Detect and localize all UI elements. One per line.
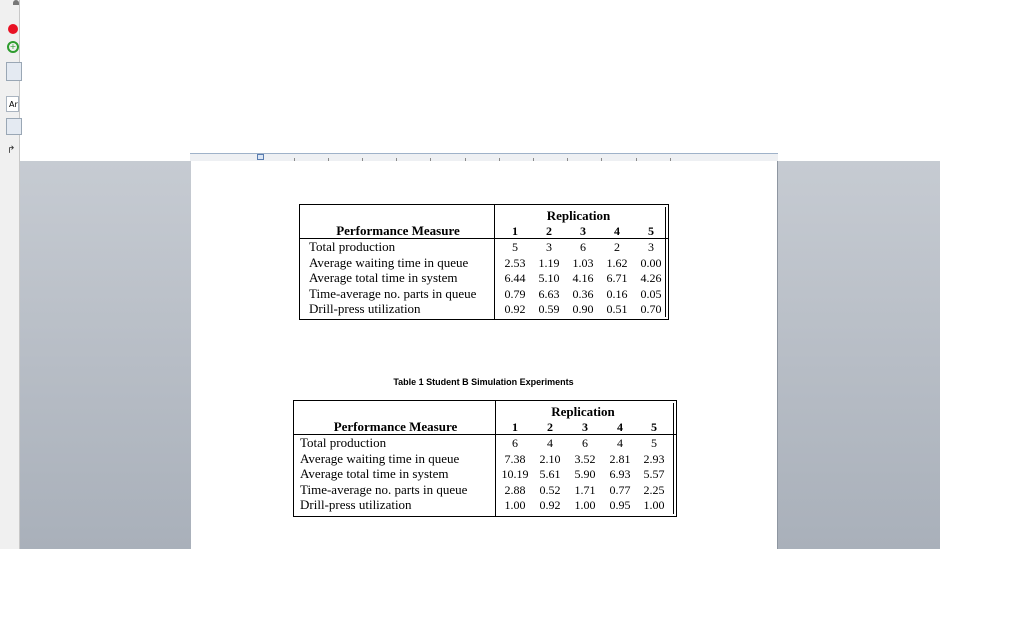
table-cell: 0.90 — [572, 302, 594, 316]
table-cell: 5.61 — [539, 467, 561, 481]
column-number: 1 — [512, 420, 518, 434]
table-cell: 0.59 — [538, 302, 560, 316]
column-number: 1 — [512, 224, 518, 238]
replication-header: Replication — [546, 208, 611, 223]
toolbar-top-handle — [13, 0, 19, 5]
table-cell: 2.25 — [643, 483, 665, 497]
table-cell: 1.62 — [606, 256, 628, 270]
left-toolbar-strip — [0, 0, 20, 549]
table-cell: 6 — [512, 436, 518, 450]
column-number: 2 — [546, 224, 552, 238]
close-dot-icon[interactable] — [8, 24, 18, 34]
table-cell: 10.19 — [501, 467, 529, 481]
table-cell: 1.00 — [504, 498, 526, 512]
table-cell: 0.92 — [539, 498, 561, 512]
table-cell: 0.05 — [640, 287, 662, 301]
table-cell: 0.51 — [606, 302, 628, 316]
document-gutter-right — [777, 161, 940, 549]
row-label: Total production — [300, 435, 387, 450]
column-number: 4 — [617, 420, 623, 434]
table-cell: 6 — [582, 436, 588, 450]
table-border-inner — [673, 403, 674, 514]
table-cell: 3.52 — [574, 452, 596, 466]
table-cell: 1.00 — [574, 498, 596, 512]
table-cell: 7.38 — [504, 452, 526, 466]
row-label: Drill-press utilization — [309, 301, 421, 316]
table-cell: 1.19 — [538, 256, 560, 270]
cursor-icon[interactable]: ↱ — [7, 145, 16, 156]
replication-header: Replication — [551, 404, 615, 419]
table-cell: 0.95 — [609, 498, 631, 512]
table-cell: 1.71 — [574, 483, 596, 497]
table-cell: 4.26 — [640, 271, 662, 285]
table-cell: 5 — [512, 240, 518, 254]
table-cell: 2.93 — [643, 452, 665, 466]
table-cell: 2.81 — [609, 452, 631, 466]
row-label: Total production — [309, 239, 396, 254]
column-divider — [494, 205, 495, 319]
table-cell: 0.92 — [504, 302, 526, 316]
font-size-box[interactable] — [6, 118, 22, 135]
table-b — [293, 400, 677, 517]
font-name-box[interactable]: Ar — [6, 96, 19, 112]
document-gutter-left — [20, 161, 192, 549]
table-cell: 2.88 — [504, 483, 526, 497]
column-number: 5 — [648, 224, 654, 238]
table-cell: 6 — [580, 240, 586, 254]
row-label: Drill-press utilization — [300, 497, 412, 512]
table-cell: 4 — [617, 436, 623, 450]
column-number: 5 — [651, 420, 657, 434]
column-divider — [495, 401, 496, 516]
add-icon[interactable]: + — [7, 41, 19, 53]
column-number: 2 — [547, 420, 553, 434]
table-cell: 6.93 — [609, 467, 631, 481]
table-cell: 6.63 — [538, 287, 560, 301]
table-cell: 4.16 — [572, 271, 594, 285]
table-cell: 0.16 — [606, 287, 628, 301]
performance-measure-header: Performance Measure — [336, 223, 460, 238]
row-label: Average waiting time in queue — [300, 451, 460, 466]
table-cell: 5 — [651, 436, 657, 450]
toolbar-button[interactable] — [6, 62, 22, 81]
column-number: 3 — [582, 420, 588, 434]
table-cell: 1.00 — [643, 498, 665, 512]
table-a — [299, 204, 669, 320]
column-number: 3 — [580, 224, 586, 238]
column-number: 4 — [614, 224, 620, 238]
table-cell: 2.10 — [539, 452, 561, 466]
table-cell: 2 — [614, 240, 620, 254]
table-cell: 0.52 — [539, 483, 561, 497]
table-caption: Table 1 Student B Simulation Experiments — [393, 377, 574, 387]
table-cell: 4 — [547, 436, 553, 450]
table-cell: 5.10 — [538, 271, 560, 285]
row-label: Time-average no. parts in queue — [300, 482, 468, 497]
table-cell: 0.36 — [572, 287, 594, 301]
table-cell: 6.71 — [606, 271, 628, 285]
table-cell: 3 — [648, 240, 654, 254]
table-cell: 0.00 — [640, 256, 662, 270]
table-cell: 5.57 — [643, 467, 665, 481]
table-cell: 3 — [546, 240, 552, 254]
table-cell: 0.70 — [640, 302, 662, 316]
performance-measure-header: Performance Measure — [333, 419, 458, 434]
table-cell: 5.90 — [574, 467, 596, 481]
table-cell: 6.44 — [504, 271, 526, 285]
row-label: Time-average no. parts in queue — [309, 286, 477, 301]
indent-marker[interactable] — [257, 154, 264, 160]
row-label: Average total time in system — [309, 270, 458, 285]
table-cell: 0.79 — [504, 287, 526, 301]
row-label: Average total time in system — [300, 466, 449, 481]
table-cell: 1.03 — [572, 256, 594, 270]
row-label: Average waiting time in queue — [309, 255, 469, 270]
table-cell: 0.77 — [609, 483, 631, 497]
table-cell: 2.53 — [504, 256, 526, 270]
